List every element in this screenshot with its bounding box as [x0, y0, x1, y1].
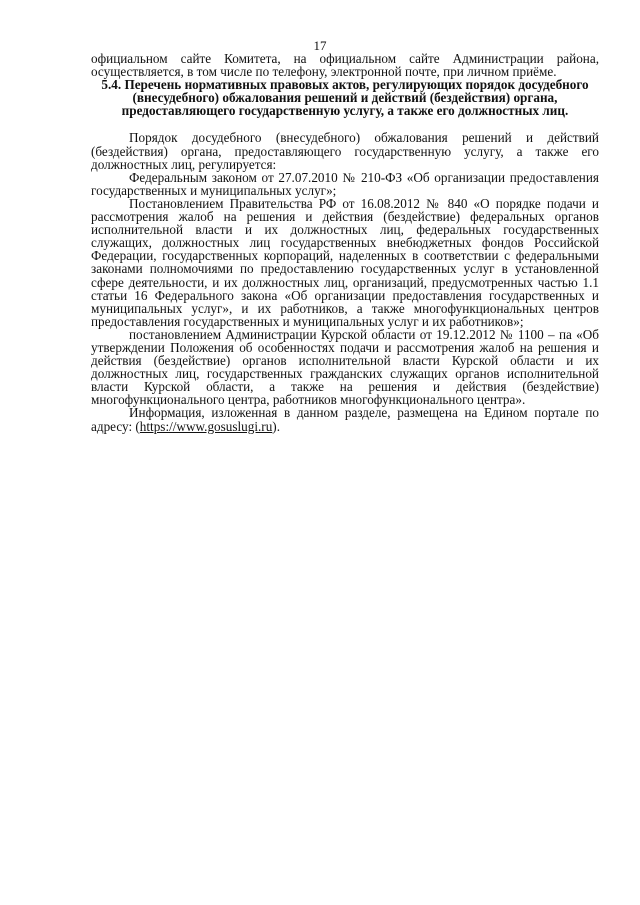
- final-text-after: ).: [272, 418, 280, 434]
- final-paragraph: [91, 406, 599, 432]
- intro-paragraph: официальном сайте Комитета, на официальном сайте Администрации района, осуществляется, в том числе по телефону, электронной почте, при личном приёме.: [91, 51, 599, 80]
- page-number: 17: [313, 38, 327, 53]
- section-heading: 5.4. Перечень нормативных правовых актов, регулирующих порядок досудебного (внесудебного) обжалования решений и действий (бездействия) органа, предоставляющего государственную услугу, а также его должностных лиц.: [101, 77, 589, 119]
- body-paragraph-1: Порядок досудебного (внесудебного) обжалования решений и действий (бездействия) органа, предоставляющего государственную услугу, а также его должностных лиц, регулируется:: [91, 130, 599, 172]
- body-paragraph-4: постановлением Администрации Курской области от 19.12.2012 № 1100 – па «Об утверждении Положения об особенностях подачи и рассмотрения жалоб на решения и действия (бездействие) органов исполнительной власти Курской области и их должностных лиц, государственных гражданских служащих органов исполнительной власти Курской области, а также на решения и действия (бездействие) многофункционального центра, работников многофункционального центра».: [91, 326, 599, 408]
- final-text-before: Информация, изложенная в данном разделе, размещена на Едином портале по адресу: (: [91, 405, 599, 434]
- body-paragraph-2: Федеральным законом от 27.07.2010 № 210-ФЗ «Об организации предоставления государственных и муниципальных услуг»;: [91, 169, 599, 198]
- body-paragraph-3: Постановлением Правительства РФ от 16.08.2012 № 840 «О порядке подачи и рассмотрения жалоб на решения и действия (бездействие) федеральных органов исполнительной власти и их должностных лиц, федеральных государственных служащих, должностных лиц государственных внебюджетных фондов Российской Федерации, государственных корпораций, наделенных в соответствии с федеральными законами полномочиями по предоставлению государственных услуг в установленной сфере деятельности, и их должностных лиц, организаций, предусмотренных частью 1.1 статьи 16 Федерального закона «Об организации предоставления государственных и муниципальных услуг», и их работников, а также многофункциональных центров предоставления государственных и муниципальных услуг и их работников»;: [91, 195, 599, 329]
- document-body: [91, 52, 599, 433]
- gosuslugi-link[interactable]: https://www.gosuslugi.ru: [139, 418, 273, 434]
